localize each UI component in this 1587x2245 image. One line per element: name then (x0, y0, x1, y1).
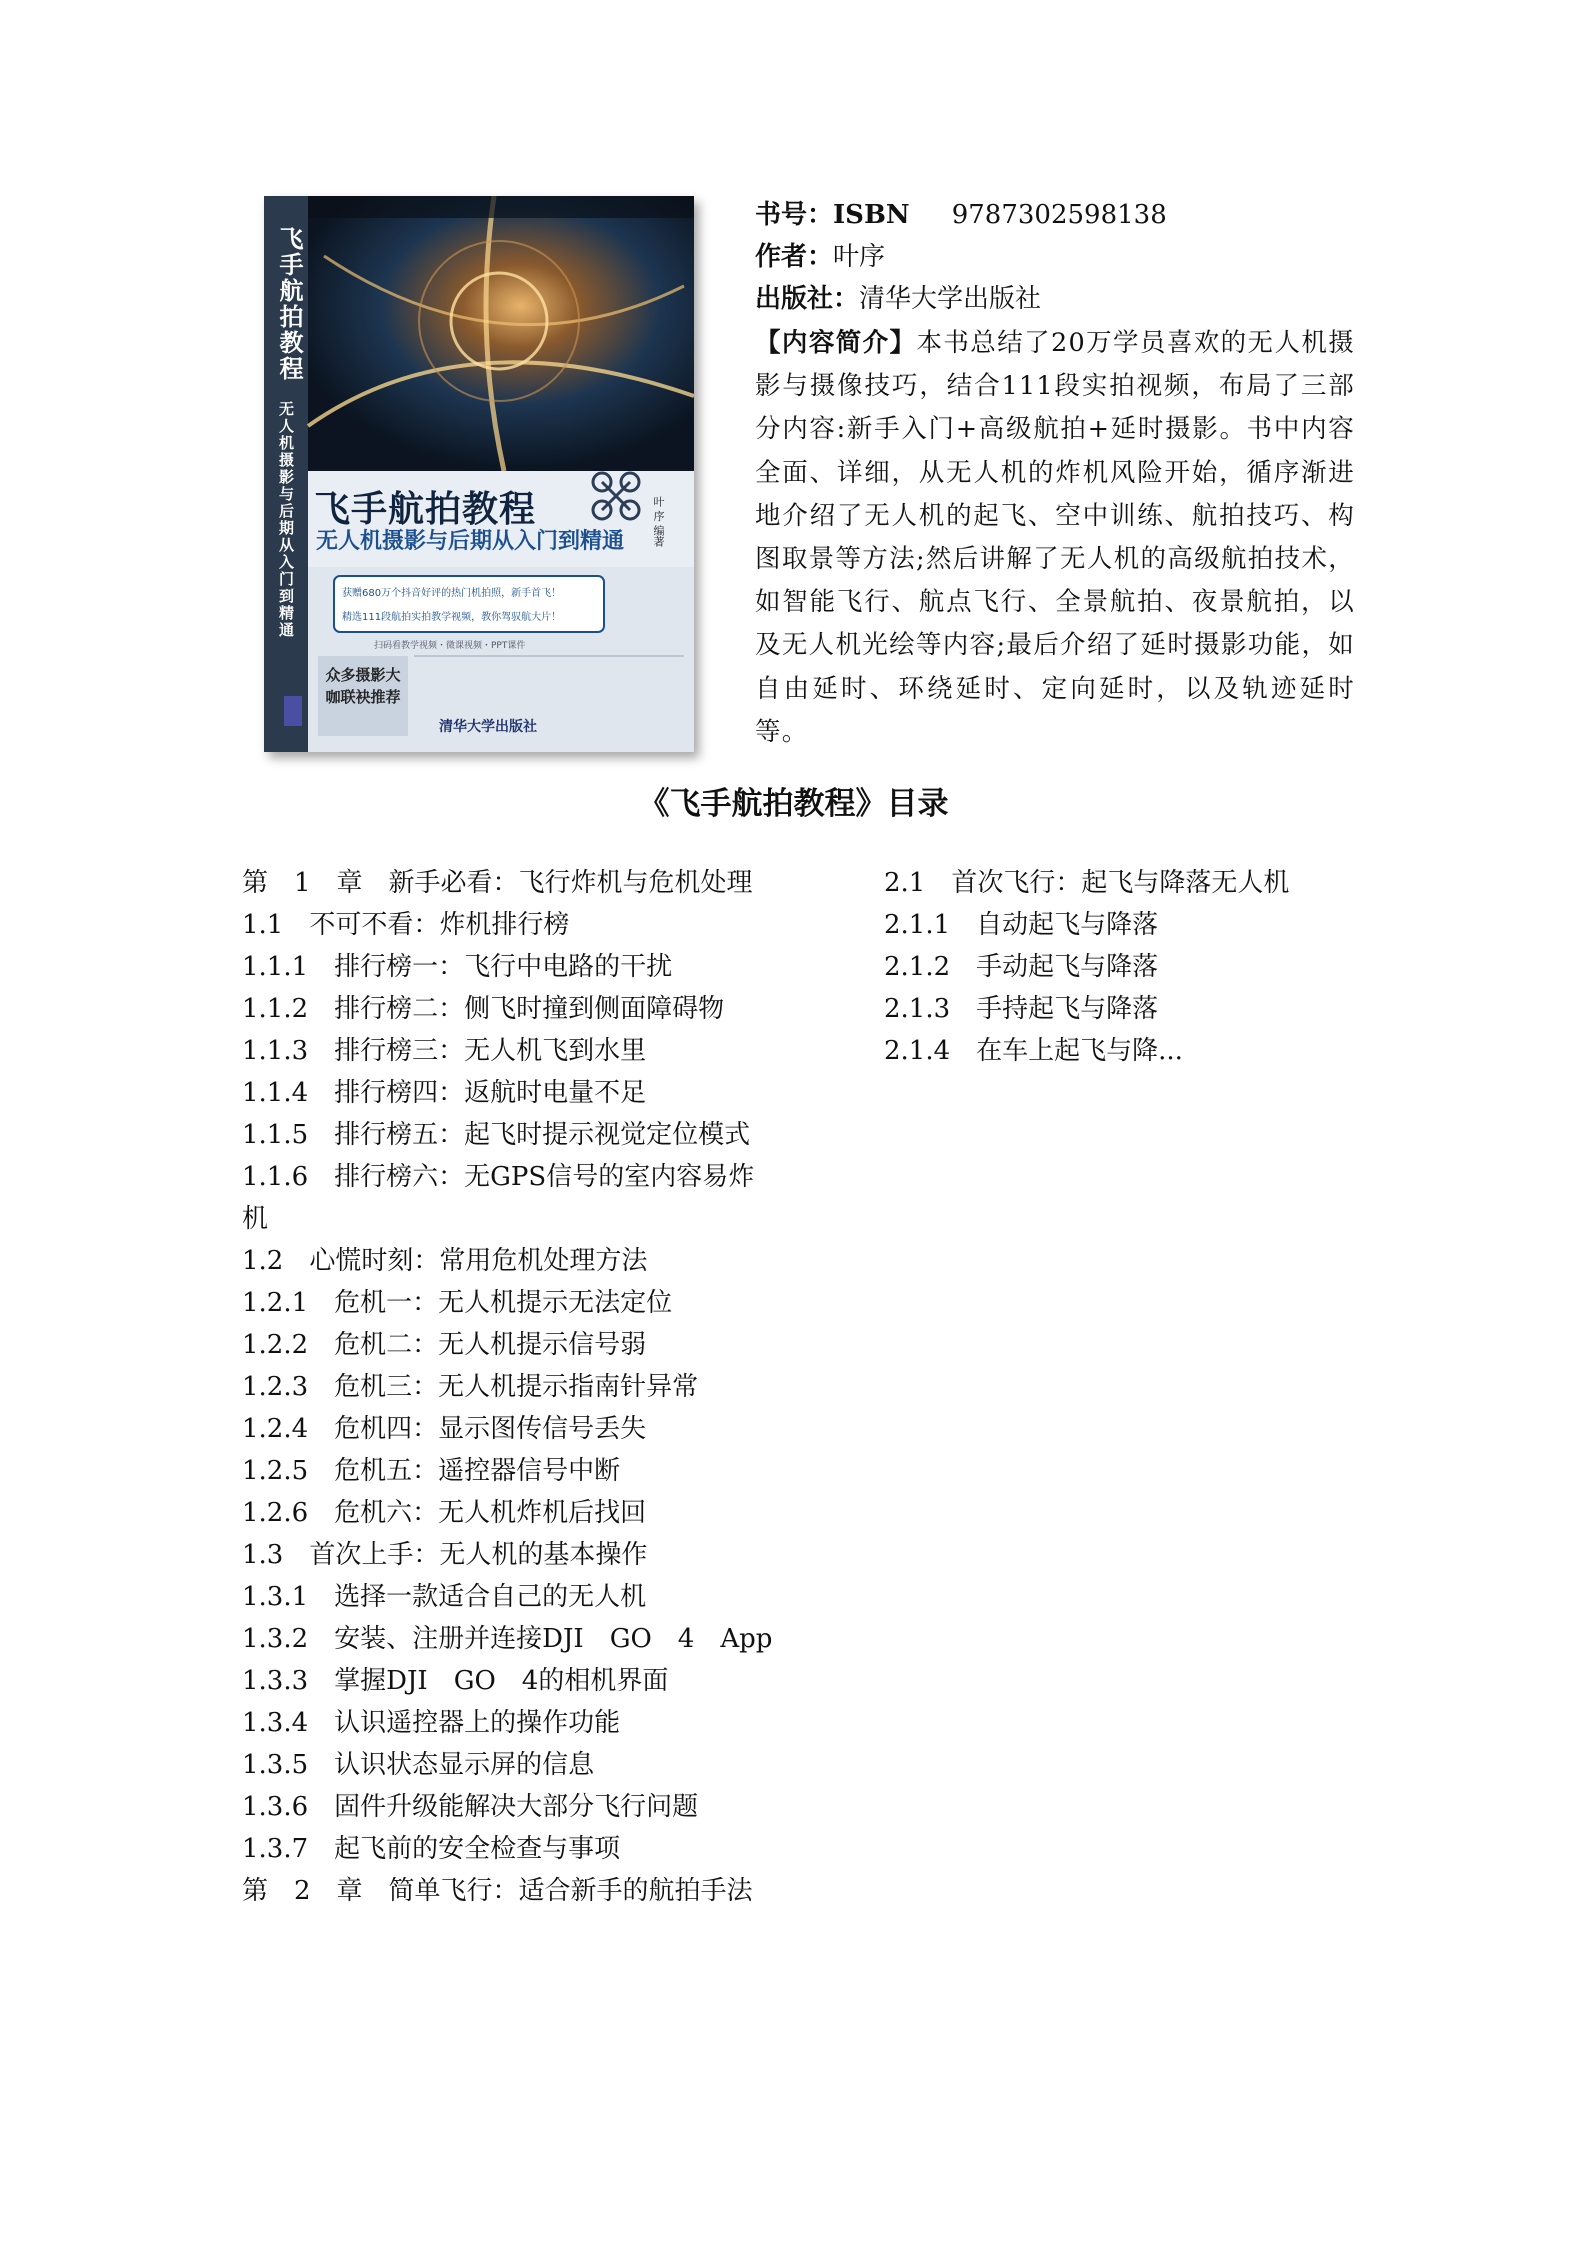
cover-badge-line2: 精选111段航拍实拍教学视频，教你驾驭航大片！ (342, 612, 562, 623)
toc-entry: 1.3.7 起飞前的安全检查与事项 (242, 1834, 621, 1864)
toc-entry: 1.2.3 危机三：无人机提示指南针异常 (242, 1372, 699, 1402)
toc-entry: 1.2 心慌时刻：常用危机处理方法 (242, 1246, 648, 1276)
author-label: 作者： (755, 242, 834, 272)
toc-entry: 1.2.1 危机一：无人机提示无法定位 (242, 1288, 673, 1318)
cover-spine-title: 飞手航拍教程 (275, 226, 303, 382)
toc-entry: 1.1.4 排行榜四：返航时电量不足 (242, 1078, 647, 1108)
author-value: 叶序 (833, 242, 886, 272)
toc-entry: 1.1.5 排行榜五：起飞时提示视觉定位模式 (242, 1120, 751, 1150)
toc-entry: 1.3.1 选择一款适合自己的无人机 (242, 1582, 647, 1612)
toc-entry: 1.3.3 掌握DJI GO 4的相机界面 (242, 1666, 669, 1696)
toc-left-column (242, 862, 774, 1912)
cover-spine-subtitle: 无人机摄影与后期从入门到精通 (277, 401, 295, 639)
isbn-line (755, 193, 1167, 237)
toc-entry: 1.3.2 安装、注册并连接DJI GO 4 App (242, 1624, 773, 1654)
toc-entry: 2.1 首次飞行：起飞与降落无人机 (884, 868, 1290, 898)
publisher-label: 出版社： (755, 284, 860, 314)
cover-recommend: 众多摄影大咖联袂推荐 (325, 666, 401, 706)
toc-entry: 2.1.4 在车上起飞与降... (884, 1036, 1183, 1066)
toc-entry: 1.2.2 危机二：无人机提示信号弱 (242, 1330, 647, 1360)
publisher-line (755, 277, 1041, 321)
toc-entry: 第 1 章 新手必看：飞行炸机与危机处理 (242, 868, 753, 898)
toc-entry: 1.1.3 排行榜三：无人机飞到水里 (242, 1036, 647, 1066)
cover-title: 飞手航拍教程 (314, 489, 537, 530)
intro-label: 【内容简介】 (755, 328, 917, 358)
toc-entry: 1.2.6 危机六：无人机炸机后找回 (242, 1498, 647, 1528)
toc-entry: 2.1.2 手动起飞与降落 (884, 952, 1159, 982)
toc-entry: 2.1.3 手持起飞与降落 (884, 994, 1159, 1024)
toc-entry: 2.1.1 自动起飞与降落 (884, 910, 1159, 940)
cover-author-stamp: 叶 序 编著 (652, 496, 665, 547)
toc-entry: 第 2 章 简单飞行：适合新手的航拍手法 (242, 1876, 753, 1906)
toc-entry: 1.3.4 认识遥控器上的操作功能 (242, 1708, 621, 1738)
toc-entry: 1.2.5 危机五：遥控器信号中断 (242, 1456, 621, 1486)
toc-entry: 1.2.4 危机四：显示图传信号丢失 (242, 1414, 647, 1444)
toc-entry: 1.3 首次上手：无人机的基本操作 (242, 1540, 648, 1570)
toc-entry: 1.1.2 排行榜二：侧飞时撞到侧面障碍物 (242, 994, 725, 1024)
isbn-label: 书号：ISBN (755, 200, 910, 230)
toc-right-column (884, 862, 1424, 1072)
cover-extras: 扫码看教学视频・微课视频・PPT课件 (374, 641, 526, 651)
toc-title: 《飞手航拍教程》目录 (638, 786, 949, 822)
author-line (755, 235, 885, 279)
toc-entry: 1.1.1 排行榜一：飞行中电路的干扰 (242, 952, 673, 982)
isbn-value: 9787302598138 (951, 200, 1167, 230)
cover-badge-line1: 获赠680万个抖音好评的热门机拍照，新手首飞！ (342, 588, 562, 599)
cover-publisher-logo: 清华大学出版社 (439, 719, 537, 735)
toc-entry: 1.1 不可不看：炸机排行榜 (242, 910, 570, 940)
cover-subtitle: 无人机摄影与后期从入门到精通 (316, 529, 625, 554)
toc-entry: 1.3.5 认识状态显示屏的信息 (242, 1750, 595, 1780)
content-intro (755, 322, 1355, 754)
intro-text: 本书总结了20万学员喜欢的无人机摄影与摄像技巧，结合111段实拍视频，布局了三部分内容:新手入门+高级航拍+延时摄影。书中内容全面、详细，从无人机的炸机风险开始，循序渐进地介绍了无人机的起飞、空中训练、航拍技巧、构图取景等方法;然后讲解了无人机的高级航拍技术，如智能飞行、航点飞行、全景航拍、夜景航拍，以及无人机光绘等内容;最后介绍了延时摄影功能，如自由延时、环绕延时、定向延时，以及轨迹延时等。 (755, 328, 1355, 747)
publisher-value: 清华大学出版社 (859, 284, 1042, 314)
book-cover (264, 196, 694, 752)
toc-entry: 1.3.6 固件升级能解决大部分飞行问题 (242, 1792, 699, 1822)
toc-entry: 1.1.6 排行榜六：无GPS信号的室内容易炸机 (242, 1162, 755, 1234)
